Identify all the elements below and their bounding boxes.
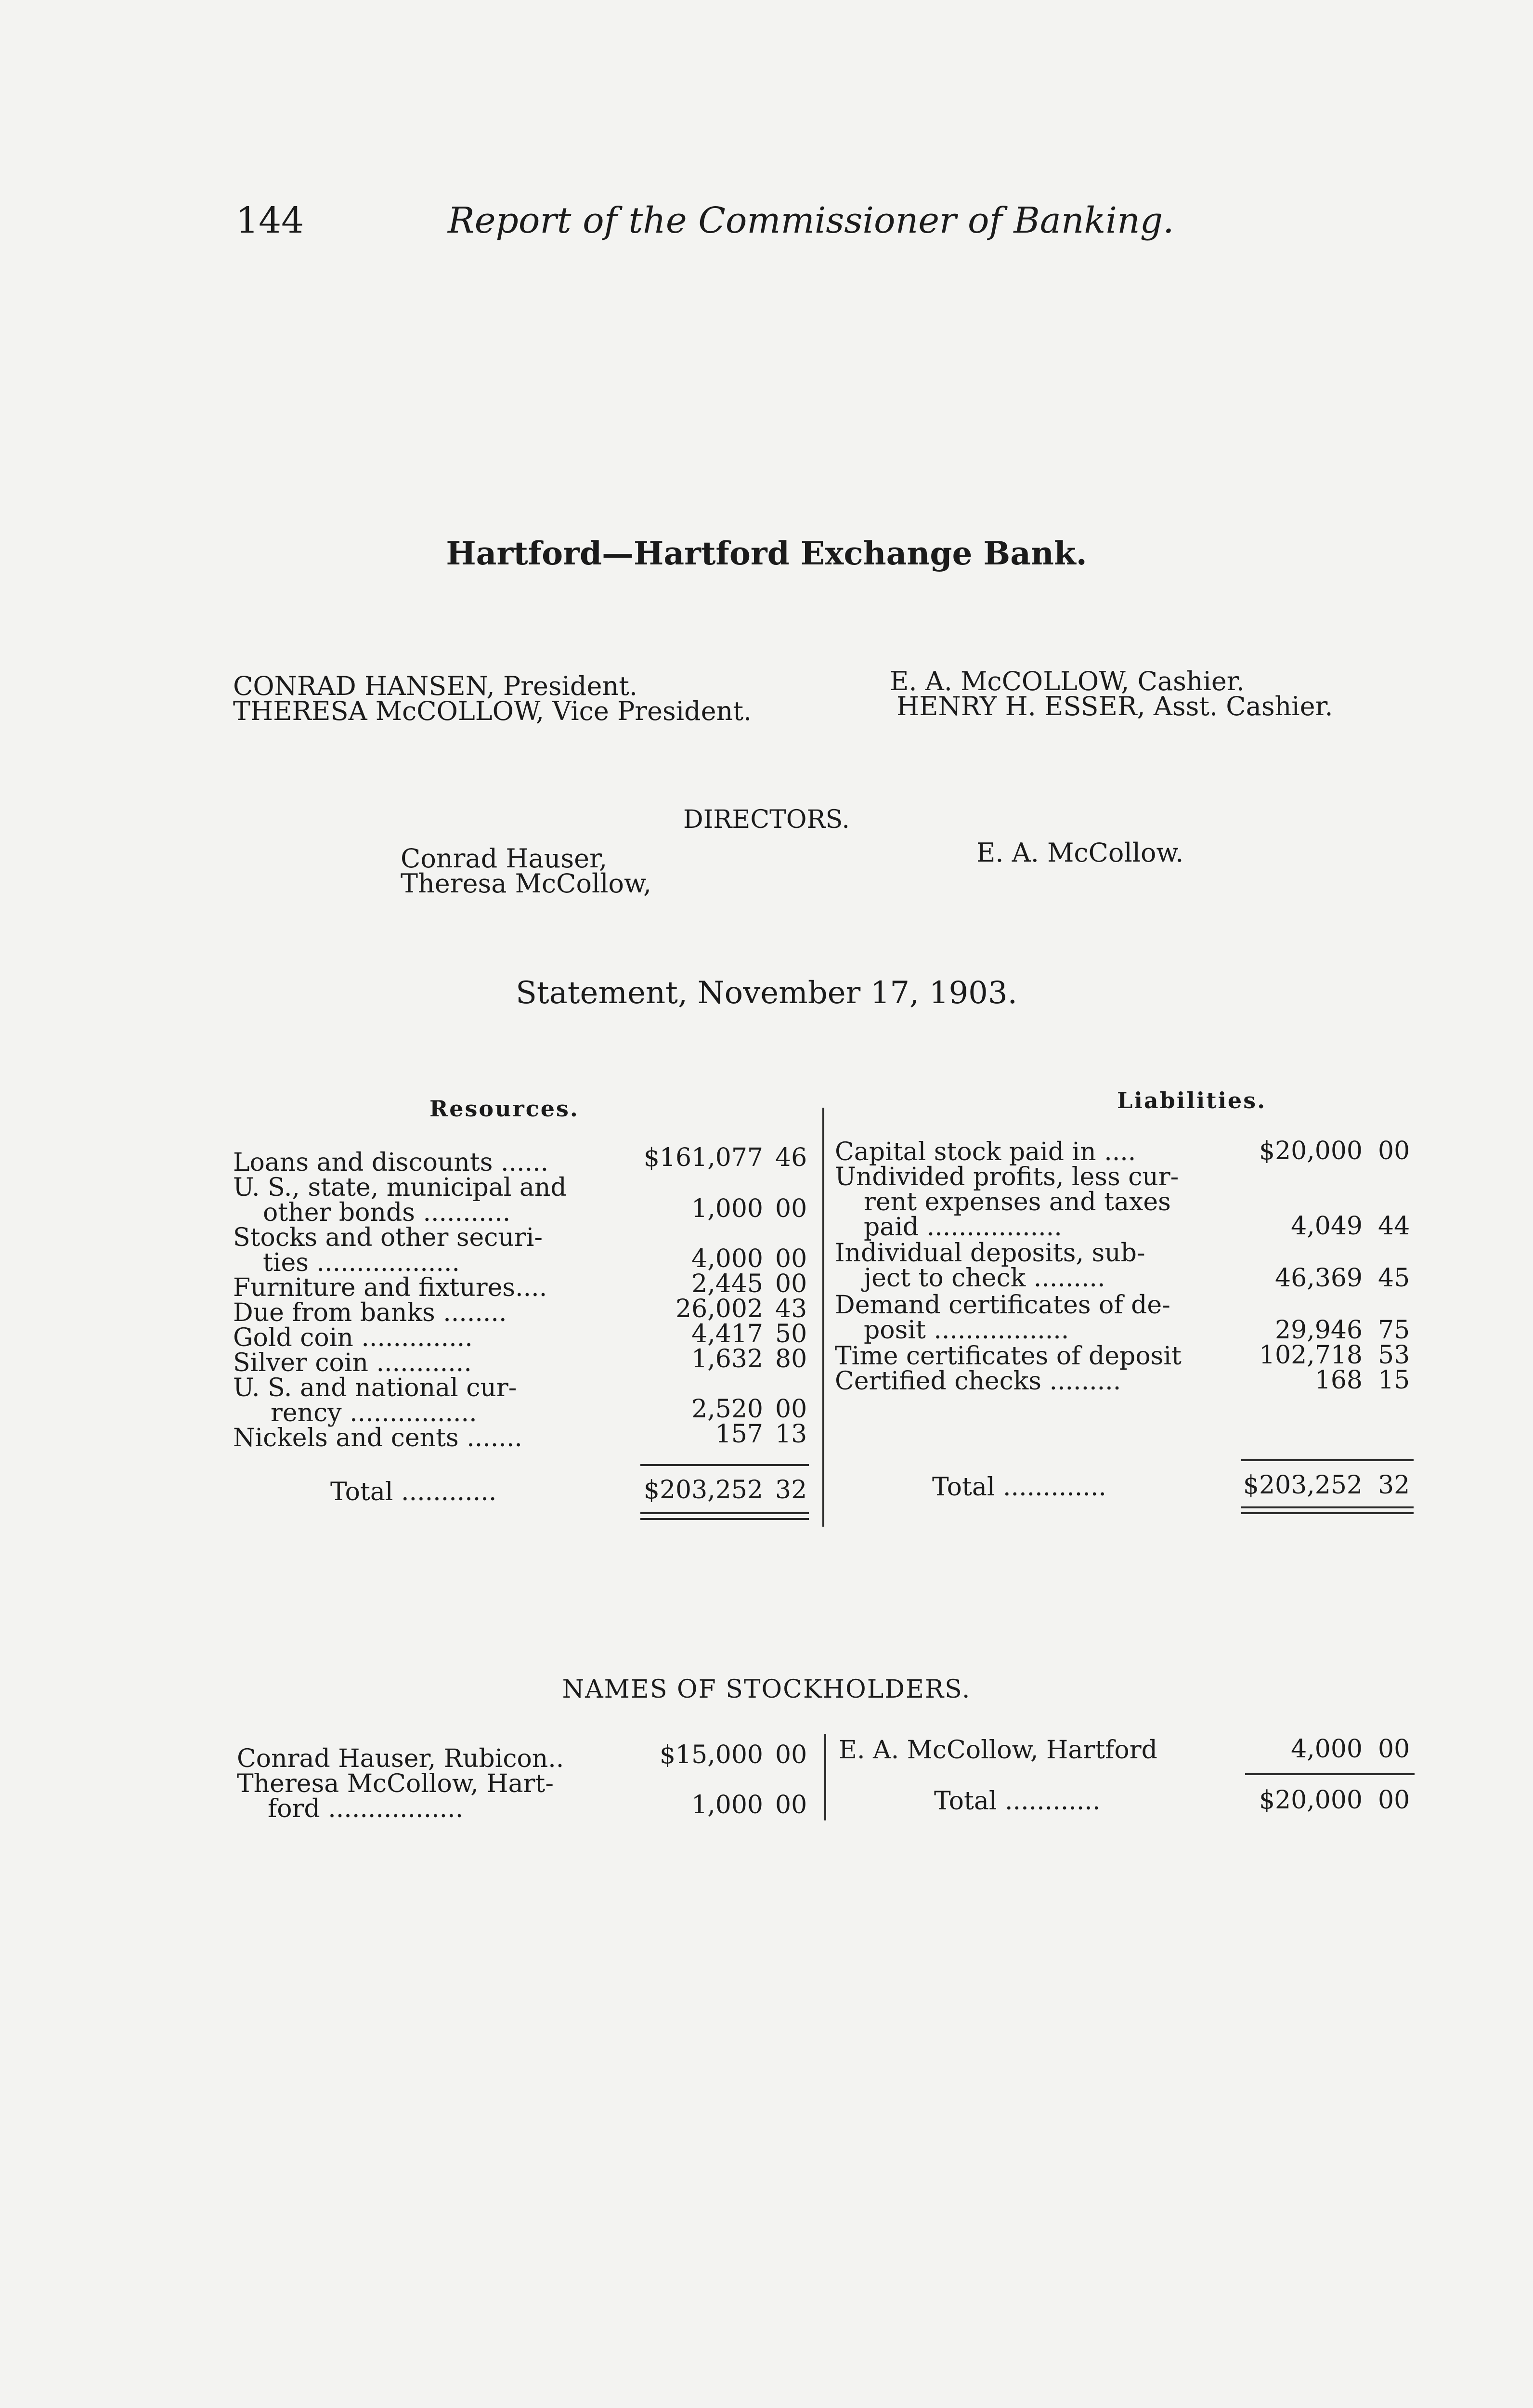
liability-total-rule-double-2: [1241, 1512, 1414, 1514]
resources-heading: Resources.: [429, 1096, 579, 1122]
resource-silver-dollars: 1,632: [691, 1345, 763, 1374]
liability-demand-label-1: Demand certificates of de-: [835, 1291, 1170, 1320]
resource-due-dollars: 26,002: [676, 1295, 763, 1323]
resource-nickels-cents: 13: [775, 1420, 807, 1449]
page-number: 144: [236, 200, 304, 241]
resource-gold-cents: 50: [775, 1320, 807, 1348]
stockholder-1-cents: 00: [775, 1741, 807, 1769]
statement-title: Statement, November 17, 1903.: [516, 975, 1017, 1011]
stockholder-1-dollars: $15,000: [659, 1741, 763, 1769]
liability-undivided-label-1: Undivided profits, less cur-: [835, 1163, 1179, 1191]
liability-individual-dollars: 46,369: [1275, 1264, 1363, 1293]
liability-certified-dollars: 168: [1314, 1366, 1363, 1395]
resource-total-rule-top: [640, 1464, 809, 1466]
liability-total-dollars: $203,252: [1243, 1471, 1363, 1500]
liability-total-label: Total .............: [932, 1473, 1106, 1502]
resource-gold-label: Gold coin ..............: [233, 1323, 473, 1352]
resource-total-dollars: $203,252: [643, 1476, 763, 1505]
stockholders-heading: NAMES OF STOCKHOLDERS.: [562, 1675, 971, 1704]
resource-loans-label: Loans and discounts ......: [233, 1148, 549, 1177]
resource-furniture-cents: 00: [775, 1269, 807, 1298]
resource-loans-cents: 46: [775, 1143, 807, 1172]
resource-gold-dollars: 4,417: [691, 1320, 763, 1348]
resource-due-cents: 43: [775, 1295, 807, 1323]
stockholder-2-dollars: 1,000: [691, 1791, 763, 1819]
resource-total-label: Total ............: [330, 1478, 497, 1506]
liability-undivided-label-2: rent expenses and taxes: [864, 1188, 1171, 1217]
stockholder-total-label: Total ............: [934, 1787, 1101, 1816]
resource-currency-dollars: 2,520: [691, 1395, 763, 1424]
stockholder-total-cents: 00: [1378, 1786, 1410, 1815]
officer-cashier: E. A. McCOLLOW, Cashier.: [890, 666, 1245, 696]
stockholder-3-dollars: 4,000: [1291, 1735, 1363, 1764]
liability-demand-dollars: 29,946: [1275, 1316, 1363, 1345]
resource-bonds-cents: 00: [775, 1194, 807, 1223]
resource-due-label: Due from banks ........: [233, 1298, 507, 1327]
liability-undivided-dollars: 4,049: [1291, 1212, 1363, 1241]
officer-vice-president: THERESA McCOLLOW, Vice President.: [233, 696, 752, 726]
liability-total-rule-top: [1241, 1459, 1414, 1461]
director-3: E. A. McCollow.: [976, 838, 1184, 868]
director-1: Conrad Hauser,: [401, 843, 608, 874]
resource-bonds-label-2: other bonds ...........: [263, 1198, 511, 1227]
liability-individual-label-2: ject to check .........: [864, 1264, 1105, 1293]
resource-bonds-dollars: 1,000: [691, 1194, 763, 1223]
liability-time-cents: 53: [1378, 1341, 1410, 1370]
resource-furniture-dollars: 2,445: [691, 1269, 763, 1298]
resource-silver-cents: 80: [775, 1345, 807, 1374]
resource-silver-label: Silver coin ............: [233, 1348, 472, 1377]
liability-undivided-cents: 44: [1378, 1212, 1410, 1241]
liability-total-rule-double-1: [1241, 1506, 1414, 1508]
resource-bonds-label-1: U. S., state, municipal and: [233, 1173, 567, 1202]
resource-nickels-label: Nickels and cents .......: [233, 1424, 522, 1453]
liabilities-heading: Liabilities.: [1117, 1087, 1267, 1113]
stockholder-1-label: Conrad Hauser, Rubicon..: [237, 1744, 564, 1773]
stockholder-2-label-2: ford .................: [268, 1794, 464, 1823]
statement-divider: [822, 1108, 824, 1527]
resource-currency-label-2: rency ................: [271, 1399, 477, 1427]
stockholder-2-label-1: Theresa McCollow, Hart-: [237, 1769, 554, 1798]
directors-heading: DIRECTORS.: [683, 805, 850, 834]
liability-demand-label-2: posit .................: [864, 1316, 1069, 1345]
stockholder-total-rule: [1245, 1773, 1415, 1775]
resource-stocks-label-1: Stocks and other securi-: [233, 1223, 543, 1252]
officer-president: CONRAD HANSEN, President.: [233, 671, 638, 701]
stockholder-total-dollars: $20,000: [1259, 1786, 1363, 1815]
liability-undivided-label-3: paid .................: [864, 1213, 1062, 1242]
resource-total-rule-double-2: [640, 1518, 809, 1520]
resource-stocks-dollars: 4,000: [691, 1244, 763, 1273]
director-2: Theresa McCollow,: [401, 868, 651, 899]
liability-certified-label: Certified checks .........: [835, 1367, 1121, 1396]
resource-loans-dollars: $161,077: [643, 1143, 763, 1172]
resource-total-rule-double-1: [640, 1512, 809, 1514]
liability-demand-cents: 75: [1378, 1316, 1410, 1345]
stockholders-divider: [824, 1734, 826, 1820]
liability-certified-cents: 15: [1378, 1366, 1410, 1395]
stockholder-2-cents: 00: [775, 1791, 807, 1819]
liability-total-cents: 32: [1378, 1471, 1410, 1500]
stockholder-3-label: E. A. McCollow, Hartford: [839, 1736, 1157, 1765]
resource-nickels-dollars: 157: [715, 1420, 763, 1449]
resource-currency-cents: 00: [775, 1395, 807, 1424]
bank-title: Hartford—Hartford Exchange Bank.: [446, 535, 1087, 572]
resource-furniture-label: Furniture and fixtures....: [233, 1273, 547, 1302]
resource-total-cents: 32: [775, 1476, 807, 1505]
running-title: Report of the Commissioner of Banking.: [448, 200, 1174, 241]
officer-asst-cashier: HENRY H. ESSER, Asst. Cashier.: [896, 691, 1333, 721]
resource-stocks-label-2: ties ..................: [263, 1248, 460, 1277]
liability-capital-label: Capital stock paid in ....: [835, 1138, 1136, 1166]
liability-individual-cents: 45: [1378, 1264, 1410, 1293]
stockholder-3-cents: 00: [1378, 1735, 1410, 1764]
resource-currency-label-1: U. S. and national cur-: [233, 1374, 517, 1402]
resource-stocks-cents: 00: [775, 1244, 807, 1273]
liability-capital-dollars: $20,000: [1259, 1137, 1363, 1165]
liability-time-dollars: 102,718: [1259, 1341, 1363, 1370]
liability-time-label: Time certificates of deposit: [835, 1342, 1182, 1371]
liability-capital-cents: 00: [1378, 1137, 1410, 1165]
liability-individual-label-1: Individual deposits, sub-: [835, 1239, 1145, 1268]
